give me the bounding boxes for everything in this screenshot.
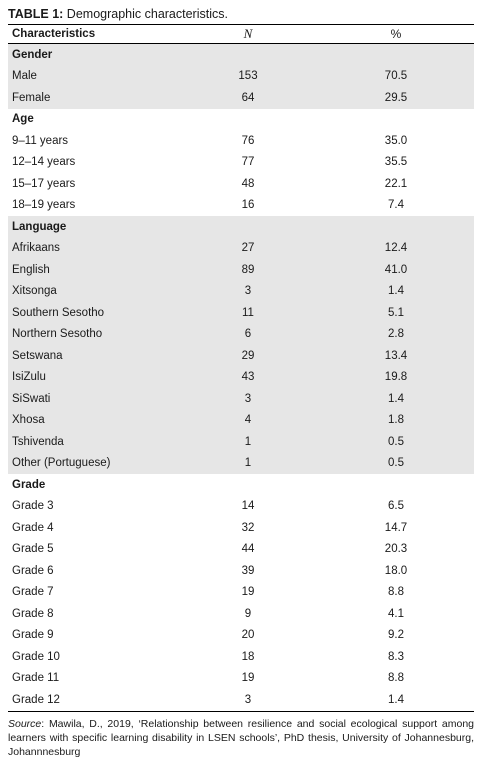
row-n: 16	[241, 199, 255, 212]
table-row	[8, 496, 474, 518]
table-row	[8, 281, 474, 303]
row-n: 29	[178, 345, 318, 367]
row-label: Grade 6	[12, 564, 54, 577]
table-row	[8, 302, 474, 324]
row-label: Grade 9	[12, 629, 54, 642]
row-n: 19	[241, 586, 255, 599]
table-row	[8, 603, 474, 625]
table-row	[8, 195, 474, 217]
row-n: 18	[241, 650, 255, 663]
section-row	[8, 216, 474, 238]
row-percent: 41.0	[318, 259, 474, 281]
row-percent: 6.5	[388, 500, 404, 513]
row-n: 1	[178, 453, 318, 475]
row-percent: 22.1	[384, 177, 408, 190]
row-n: 3	[178, 281, 318, 303]
row-label: Grade 10	[12, 650, 60, 663]
table-row	[8, 367, 474, 389]
section-empty-cell	[178, 216, 318, 238]
source-label: Source	[8, 717, 42, 730]
row-n: 44	[241, 543, 255, 556]
table-row	[8, 87, 474, 109]
row-percent: 35.0	[384, 134, 408, 147]
row-label: Female	[8, 87, 178, 109]
row-n: 4	[178, 410, 318, 432]
row-percent: 1.8	[318, 410, 474, 432]
table-row	[8, 453, 474, 475]
row-percent: 8.8	[388, 672, 404, 685]
table-header-row	[8, 25, 474, 44]
row-n: 20	[241, 629, 255, 642]
table-row	[8, 625, 474, 647]
table-row	[8, 238, 474, 260]
row-label: IsiZulu	[8, 367, 178, 389]
section-empty-cell	[178, 109, 318, 131]
row-n: 39	[241, 564, 255, 577]
row-label: Southern Sesotho	[8, 302, 178, 324]
row-percent: 5.1	[318, 302, 474, 324]
row-label: 9–11 years	[12, 134, 69, 147]
table-row	[8, 66, 474, 88]
section-empty-cell	[178, 474, 318, 496]
row-n: 27	[178, 238, 318, 260]
row-percent: 70.5	[318, 66, 474, 88]
row-percent: 35.5	[384, 156, 408, 169]
row-n: 48	[241, 177, 255, 190]
table-row	[8, 345, 474, 367]
row-percent: 14.7	[384, 521, 408, 534]
row-n: 43	[178, 367, 318, 389]
table-row	[8, 517, 474, 539]
section-row	[8, 44, 474, 66]
row-n: 14	[241, 500, 255, 513]
section-title: Grade	[12, 478, 46, 491]
row-percent: 8.3	[388, 650, 404, 663]
section-empty-cell	[318, 474, 474, 496]
header-n: N	[243, 26, 253, 41]
row-label: Grade 5	[12, 543, 54, 556]
table-row	[8, 668, 474, 690]
row-label: Grade 3	[12, 500, 54, 513]
row-label: Grade 12	[12, 693, 60, 706]
section-title: Age	[12, 113, 34, 126]
row-percent: 2.8	[318, 324, 474, 346]
row-n: 3	[244, 693, 252, 706]
row-percent: 1.4	[318, 281, 474, 303]
row-n: 32	[241, 521, 255, 534]
table-row	[8, 388, 474, 410]
source-text: : Mawila, D., 2019, ‘Relationship between resilience and social ecological support among learners with specific learning disability in LSEN schools’, PhD thesis, University of Johannesburg, Johannnesburg	[8, 717, 474, 758]
row-label: Grade 8	[12, 607, 54, 620]
row-label: Other (Portuguese)	[8, 453, 178, 475]
row-n: 9	[244, 607, 252, 620]
table-row	[8, 689, 474, 711]
table-row	[8, 324, 474, 346]
row-label: 18–19 years	[12, 199, 76, 212]
section-row	[8, 474, 474, 496]
demographics-table	[8, 24, 474, 712]
row-percent: 1.4	[388, 693, 404, 706]
section-title: Gender	[8, 44, 178, 66]
table-row	[8, 130, 474, 152]
row-n: 153	[178, 66, 318, 88]
row-percent: 0.5	[318, 453, 474, 475]
section-empty-cell	[318, 109, 474, 131]
row-percent: 7.4	[388, 199, 404, 212]
table-body	[8, 44, 474, 712]
row-n: 89	[178, 259, 318, 281]
row-percent: 13.4	[318, 345, 474, 367]
row-label: SiSwati	[8, 388, 178, 410]
row-label: Setswana	[8, 345, 178, 367]
row-label: 15–17 years	[12, 177, 76, 190]
section-empty-cell	[178, 44, 318, 66]
row-percent: 29.5	[318, 87, 474, 109]
row-percent: 0.5	[318, 431, 474, 453]
source-note	[8, 717, 476, 759]
table-row	[8, 560, 474, 582]
row-n: 6	[178, 324, 318, 346]
row-percent: 12.4	[318, 238, 474, 260]
row-label: Grade 4	[12, 521, 54, 534]
table-row	[8, 646, 474, 668]
table-row	[8, 539, 474, 561]
row-percent: 4.1	[388, 607, 404, 620]
row-label: 12–14 years	[12, 156, 76, 169]
header-characteristics: Characteristics	[12, 28, 96, 40]
row-label: Male	[8, 66, 178, 88]
table-caption-label: TABLE 1:	[8, 7, 64, 21]
row-label: Tshivenda	[8, 431, 178, 453]
row-label: Xhosa	[8, 410, 178, 432]
row-percent: 8.8	[388, 586, 404, 599]
row-percent: 20.3	[384, 543, 408, 556]
section-empty-cell	[318, 44, 474, 66]
row-label: Afrikaans	[8, 238, 178, 260]
row-percent: 18.0	[384, 564, 408, 577]
row-n: 64	[178, 87, 318, 109]
row-n: 77	[241, 156, 255, 169]
row-n: 11	[178, 302, 318, 324]
table-caption-text: Demographic characteristics.	[63, 7, 228, 21]
table-row	[8, 431, 474, 453]
row-n: 76	[241, 134, 255, 147]
row-label: Grade 11	[12, 672, 60, 685]
table-caption	[8, 6, 476, 22]
table-row	[8, 582, 474, 604]
section-empty-cell	[318, 216, 474, 238]
table-row	[8, 410, 474, 432]
row-percent: 9.2	[388, 629, 404, 642]
table-row	[8, 259, 474, 281]
header-percent: %	[390, 27, 402, 41]
row-label: Xitsonga	[8, 281, 178, 303]
row-n: 1	[178, 431, 318, 453]
row-percent: 1.4	[318, 388, 474, 410]
row-n: 3	[178, 388, 318, 410]
row-n: 19	[241, 672, 255, 685]
row-percent: 19.8	[318, 367, 474, 389]
section-row	[8, 109, 474, 131]
row-label: English	[8, 259, 178, 281]
table-row	[8, 152, 474, 174]
row-label: Grade 7	[12, 586, 54, 599]
row-label: Northern Sesotho	[8, 324, 178, 346]
table-row	[8, 173, 474, 195]
section-title: Language	[8, 216, 178, 238]
